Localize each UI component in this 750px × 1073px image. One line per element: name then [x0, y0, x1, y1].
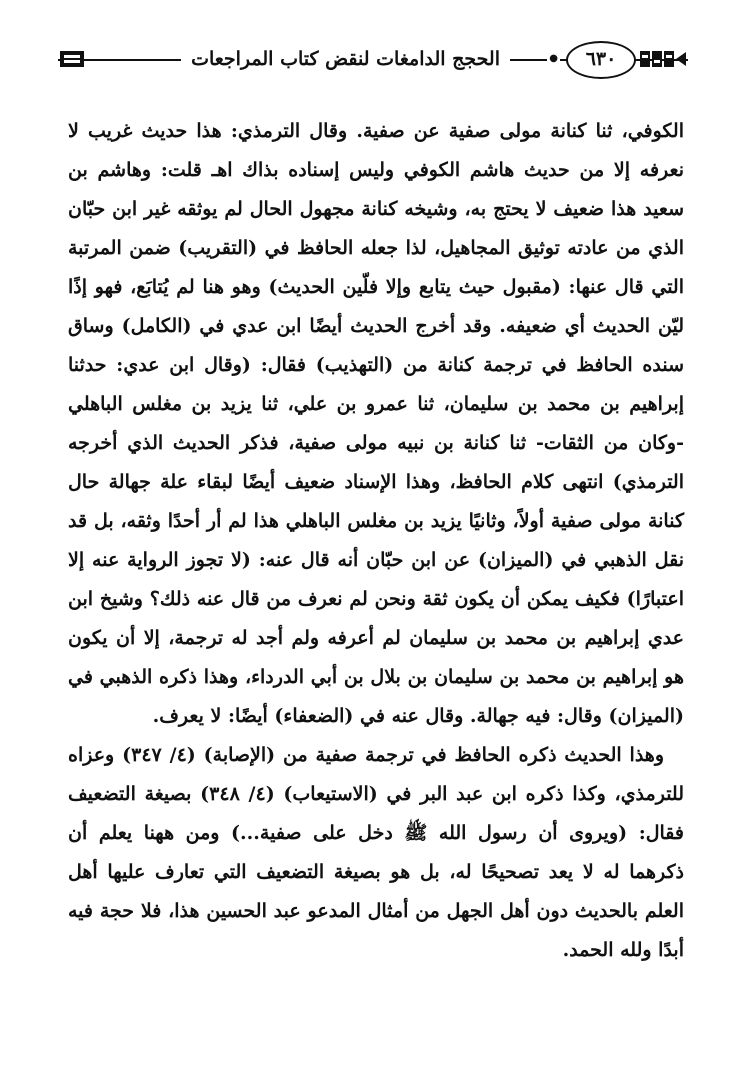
header-ornament-right-icon: [638, 48, 688, 70]
running-title: الحجج الدامغات لنقض كتاب المراجعات: [181, 44, 510, 74]
header-ornament-left-icon: [58, 48, 86, 70]
paragraph-2: وهذا الحديث ذكره الحافظ في ترجمة صفية من (الإصابة) (٤/ ٣٤٧) وعزاه للترمذي، وكذا ذكره ابن عبد البر في (الاستيعاب) (٤/ ٣٤٨) بصيغة التضعيف فقال: (ويروى أن رسول الله ﷺ دخل على صفية...) ومن ههنا يعلم أن ذكرهما له لا يعد تصحيحًا له، بل هو بصيغة التضعيف التي تعارف عليها أهل العلم بالحديث دون أهل الجهل من أمثال المدعو عبد الحسين هذا، فلا حجة فيه أبدًا ولله الحمد.: [68, 744, 685, 961]
paragraph-1: الكوفي، ثنا كنانة مولى صفية عن صفية. وقال الترمذي: هذا حديث غريب لا نعرفه إلا من حديث هاشم الكوفي وليس إسناده بذاك اهـ قلت: وهاشم بن سعيد هذا ضعيف لا يحتج به، وشيخه كنانة مجهول الحال لم يوثقه غير ابن حبّان الذي من عادته توثيق المجاهيل، لذا جعله الحافظ في (التقريب) ضمن المرتبة التي قال عنها: (مقبول حيث يتابع وإلا فلّين الحديث) وهو هنا لم يُتابَع، فهو إذًا ليّن الحديث أي ضعيفه. وقد أخرج الحديث أيضًا ابن عدي في (الكامل) وساق سنده الحافظ في ترجمة كنانة من (التهذيب) فقال: (وقال ابن عدي: حدثنا إبراهيم بن محمد بن سليمان، ثنا عمرو بن علي، ثنا يزيد بن مغلس الباهلي -وكان من الثقات- ثنا كنانة بن نبيه مولى صفية، فذكر الحديث الذي أخرجه الترمذي) انتهى كلام الحافظ، وهذا الإسناد ضعيف أيضًا لبقاء علة جهالة حال كنانة مولى صفية أولاً، وثانيًا يزيد بن مغلس الباهلي هذا لم أر أحدًا وثقه، بل قد نقل الذهبي في (الميزان) عن ابن حبّان أنه قال عنه: (لا تجوز الرواية عنه إلا اعتبارًا) فكيف يمكن أن يكون ثقة ونحن لم نعرف من قال عنه ذلك؟ وشيخ ابن عدي إبراهيم بن محمد بن سليمان لم أعرفه ولم أجد له ترجمة، إلا أن يكون هو إبراهيم بن محمد بن سليمان بن بلال بن أبي الدرداء، وهذا ذكره الذهبي في (الميزان) وقال: فيه جهالة. وقال عنه في (الضعفاء) أيضًا: لا يعرف.: [68, 120, 684, 727]
running-header: [58, 40, 688, 80]
page-number: ٦٣٠: [566, 41, 636, 79]
header-dot-ornament-icon: ●: [549, 53, 558, 64]
body-text: [68, 112, 684, 970]
